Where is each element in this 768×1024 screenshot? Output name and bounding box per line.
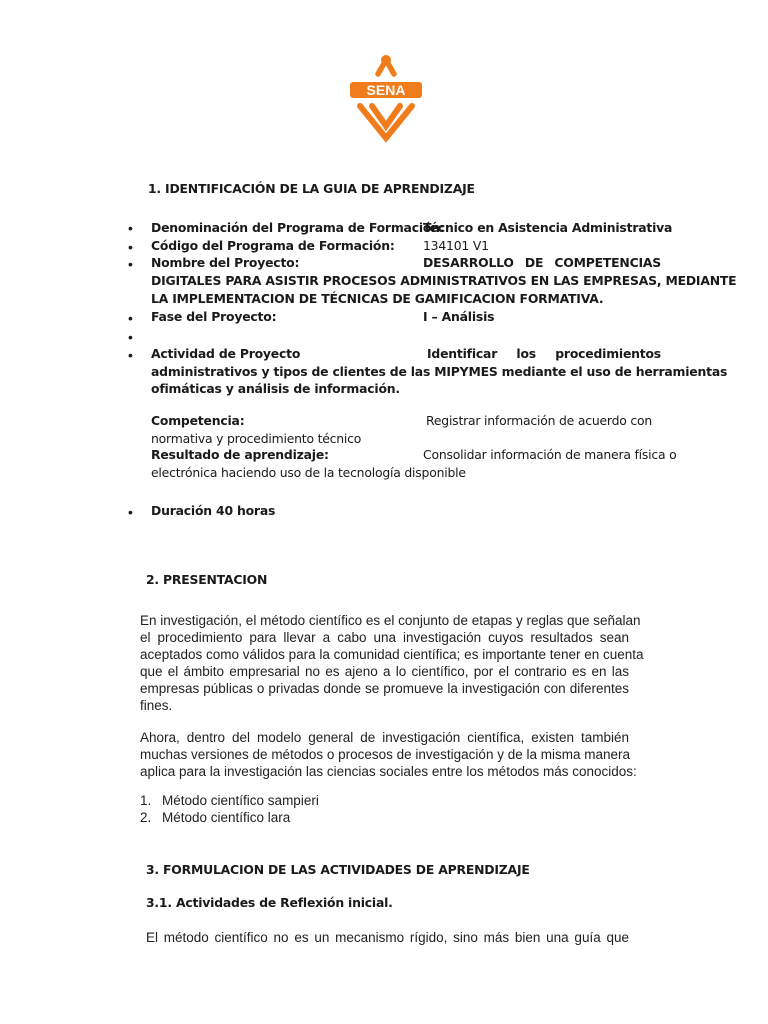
proyecto-value-line3: LA IMPLEMENTACION DE TÉCNICAS DE GAMIFICACION FORMATIVA. xyxy=(151,291,604,306)
presentacion-p1-line: En investigación, el método científico es el conjunto de etapas y reglas que señalan xyxy=(140,613,641,628)
proyecto-label: Nombre del Proyecto: xyxy=(151,255,300,270)
bullet-marker: • xyxy=(128,239,133,255)
section3-title: 3. FORMULACION DE LAS ACTIVIDADES DE APRENDIZAJE xyxy=(146,862,530,877)
bullet-marker: • xyxy=(128,220,133,236)
presentacion-p1-line: empresas públicas o privadas donde se promueve la investigación con diferentes xyxy=(140,681,629,696)
duracion-text: Duración 40 horas xyxy=(151,503,276,518)
presentacion-p2-line: Ahora, dentro del modelo general de investigación científica, existen también xyxy=(140,730,629,745)
section2-title: 2. PRESENTACION xyxy=(146,572,268,587)
bullet-marker: • xyxy=(128,329,133,345)
logo-text: SENA xyxy=(366,82,406,98)
resultado-value-line1: Consolidar información de manera física o xyxy=(423,447,677,462)
presentacion-p2-line: aplica para la investigación las ciencias sociales entre los métodos más conocidos: xyxy=(140,764,637,779)
bullet-marker: • xyxy=(128,347,133,363)
bullet-marker: • xyxy=(128,310,133,326)
list-item-number: 2. xyxy=(140,810,152,825)
programa-value: Técnico en Asistencia Administrativa xyxy=(423,220,673,235)
codigo-label: Código del Programa de Formación: xyxy=(151,238,395,253)
bullet-marker: • xyxy=(128,504,133,520)
competencia-label: Competencia: xyxy=(151,413,245,428)
sena-logo xyxy=(348,52,424,142)
actividad-value-line1: Identificar los procedimientos xyxy=(427,346,661,361)
actividad-label: Actividad de Proyecto xyxy=(151,346,301,361)
resultado-label: Resultado de aprendizaje: xyxy=(151,447,329,462)
proyecto-value-line2: DIGITALES PARA ASISTIR PROCESOS ADMINISTRATIVOS EN LAS EMPRESAS, MEDIANTE xyxy=(151,273,737,288)
proyecto-value-line1: DESARROLLO DE COMPETENCIAS xyxy=(423,255,661,270)
competencia-value-line2: normativa y procedimiento técnico xyxy=(151,431,362,446)
presentacion-p1-line: fines. xyxy=(140,698,173,713)
presentacion-p1-line: aceptados como válidos para la comunidad científica; es importante tener en cuenta xyxy=(140,647,644,662)
resultado-value-line2: electrónica haciendo uso de la tecnología disponible xyxy=(151,465,466,480)
codigo-value: 134101 V1 xyxy=(423,238,489,253)
section1-title: 1. IDENTIFICACIÓN DE LA GUIA DE APRENDIZAJE xyxy=(148,181,475,196)
presentacion-p1-line: que el ámbito empresarial no es ajeno a lo científico, por el contrario es en las xyxy=(140,664,629,679)
programa-label: Denominación del Programa de Formación: xyxy=(151,220,445,235)
bullet-marker: • xyxy=(128,256,133,272)
presentacion-p1-line: el procedimiento para llevar a cabo una investigación cuyos resultados sean xyxy=(140,630,629,645)
section3-subtitle: 3.1. Actividades de Reflexión inicial. xyxy=(146,895,393,910)
fase-value: I – Análisis xyxy=(423,309,495,324)
actividad-value-line3: ofimáticas y análisis de información. xyxy=(151,381,400,396)
fase-label: Fase del Proyecto: xyxy=(151,309,277,324)
reflexion-p1-line: El método científico no es un mecanismo rígido, sino más bien una guía que xyxy=(146,930,629,945)
list-item-text: Método científico lara xyxy=(162,810,291,825)
competencia-value-line1: Registrar información de acuerdo con xyxy=(426,413,653,428)
list-item-number: 1. xyxy=(140,793,152,808)
actividad-value-line2: administrativos y tipos de clientes de las MIPYMES mediante el uso de herramientas xyxy=(151,364,728,379)
presentacion-p2-line: muchas versiones de métodos o procesos de investigación y de la misma manera xyxy=(140,747,630,762)
list-item-text: Método científico sampieri xyxy=(162,793,319,808)
